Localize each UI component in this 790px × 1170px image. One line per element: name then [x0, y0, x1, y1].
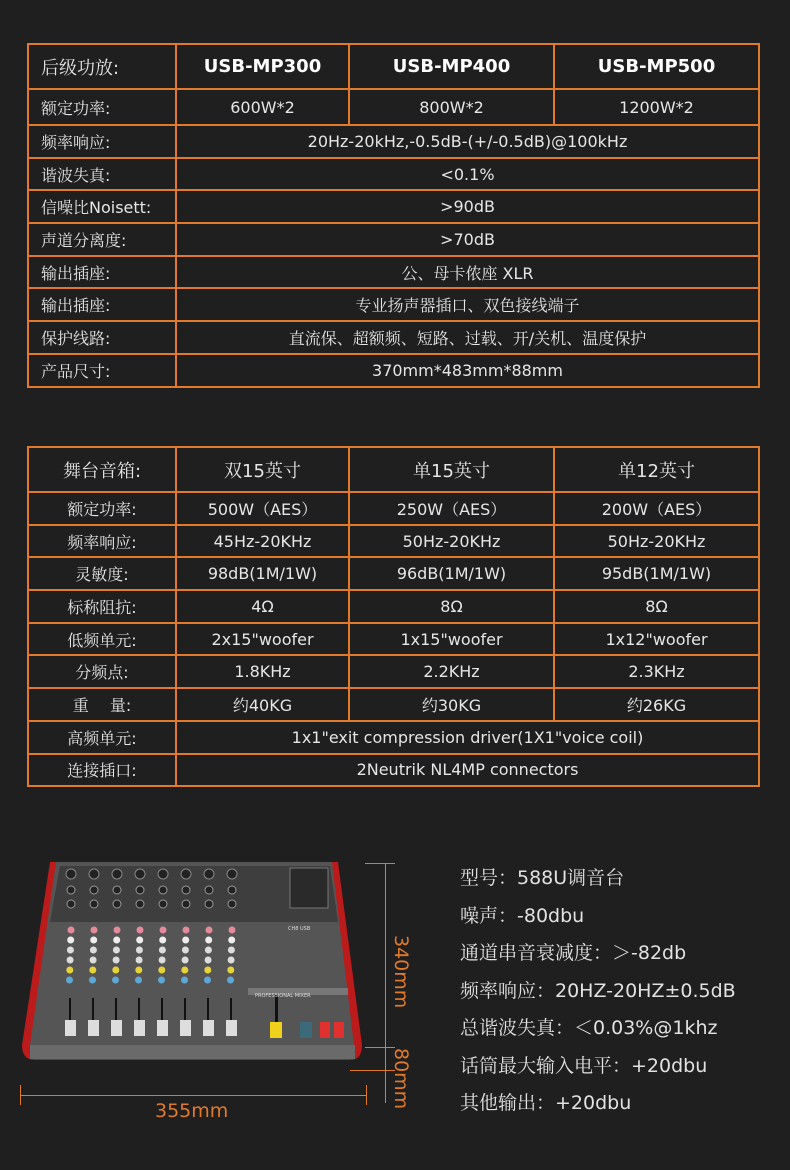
table-header-row: [28, 44, 759, 89]
row-label: 输出插座:: [28, 256, 176, 289]
spec-item: 型号：588U调音台: [460, 867, 625, 889]
width-dimension: 355mm: [155, 1100, 229, 1122]
cell: 2Neutrik NL4MP connectors: [176, 754, 759, 787]
model-header: USB-MP500: [554, 44, 759, 89]
cell: 500W（AES）: [176, 492, 349, 525]
row-label: 保护线路:: [28, 321, 176, 354]
table-row: [28, 190, 759, 223]
table-row: [28, 525, 759, 558]
cell: 600W*2: [176, 89, 349, 125]
cell: 直流保、超额频、短路、过载、开/关机、温度保护: [176, 321, 759, 354]
row-label: 频率响应:: [28, 525, 176, 558]
table-row: [28, 125, 759, 158]
cell: 2x15"woofer: [176, 623, 349, 656]
table-row: [28, 288, 759, 321]
cell: 专业扬声器插口、双色接线端子: [176, 288, 759, 321]
speaker-spec-table: [27, 446, 760, 787]
row-label: 重 量:: [28, 688, 176, 721]
mixer-product-image: [20, 860, 365, 999]
cell: 96dB(1M/1W): [349, 557, 554, 590]
row-label: 谐波失真:: [28, 158, 176, 191]
cell: 250W（AES）: [349, 492, 554, 525]
table-row: [28, 223, 759, 256]
cell: 370mm*483mm*88mm: [176, 354, 759, 387]
mixer-illustration: [20, 860, 365, 1090]
table-row: [28, 158, 759, 191]
cell: 8Ω: [554, 590, 759, 623]
cell: 2.3KHz: [554, 655, 759, 688]
model-header: 双15英寸: [176, 447, 349, 492]
cell: >90dB: [176, 190, 759, 223]
table-row: [28, 256, 759, 289]
mixer-spec-list: [460, 864, 736, 1127]
cell: 1x1"exit compression driver(1X1"voice coil): [176, 721, 759, 754]
table-row: [28, 655, 759, 688]
row-label: 频率响应:: [28, 125, 176, 158]
cell: 50Hz-20KHz: [349, 525, 554, 558]
model-header: USB-MP300: [176, 44, 349, 89]
cell: 8Ω: [349, 590, 554, 623]
model-header: 单12英寸: [554, 447, 759, 492]
table-row: [28, 321, 759, 354]
cell: 95dB(1M/1W): [554, 557, 759, 590]
cell: 约30KG: [349, 688, 554, 721]
row-label: 高频单元:: [28, 721, 176, 754]
header-label: 舞台音箱:: [28, 447, 176, 492]
cell: 1.8KHz: [176, 655, 349, 688]
table-row: [28, 89, 759, 125]
cell: 4Ω: [176, 590, 349, 623]
row-label: 输出插座:: [28, 288, 176, 321]
depth-dimension: 340mm: [390, 935, 412, 1009]
row-label: 连接插口:: [28, 754, 176, 787]
spec-item: 通道串音衰减度：＞-82db: [460, 942, 687, 964]
table-row: [28, 623, 759, 656]
cell: 1x15"woofer: [349, 623, 554, 656]
height-dimension: 80mm: [390, 1048, 412, 1110]
cell: <0.1%: [176, 158, 759, 191]
cell: 98dB(1M/1W): [176, 557, 349, 590]
row-label: 额定功率:: [28, 89, 176, 125]
row-label: 信噪比Noisett:: [28, 190, 176, 223]
amplifier-spec-table: [27, 43, 760, 388]
table-row: [28, 754, 759, 787]
table-row: [28, 590, 759, 623]
cell: 1200W*2: [554, 89, 759, 125]
table-row: [28, 688, 759, 721]
model-header: 单15英寸: [349, 447, 554, 492]
table-header-row: [28, 447, 759, 492]
usb-label: CH8 USB: [288, 926, 311, 932]
table-row: [28, 492, 759, 525]
cell: 50Hz-20KHz: [554, 525, 759, 558]
row-label: 标称阻抗:: [28, 590, 176, 623]
cell: 1x12"woofer: [554, 623, 759, 656]
cell: >70dB: [176, 223, 759, 256]
spec-item: 总谐波失真：＜0.03%@1khz: [460, 1017, 718, 1039]
spec-item: 频率响应：20HZ-20HZ±0.5dB: [460, 979, 736, 1002]
spec-item: 话筒最大输入电平：+20dbu: [460, 1054, 708, 1077]
spec-item: 噪声：-80dbu: [460, 904, 585, 927]
cell: 公、母卡侬座 XLR: [176, 256, 759, 289]
cell: 2.2KHz: [349, 655, 554, 688]
model-header: USB-MP400: [349, 44, 554, 89]
row-label: 灵敏度:: [28, 557, 176, 590]
row-label: 分频点:: [28, 655, 176, 688]
cell: 约26KG: [554, 688, 759, 721]
table-row: [28, 721, 759, 754]
table-row: [28, 354, 759, 387]
row-label: 声道分离度:: [28, 223, 176, 256]
cell: 45Hz-20KHz: [176, 525, 349, 558]
spec-item: 其他输出：+20dbu: [460, 1092, 632, 1114]
cell: 20Hz-20kHz,-0.5dB-(+/-0.5dB)@100kHz: [176, 125, 759, 158]
cell: 200W（AES）: [554, 492, 759, 525]
header-label: 后级功放:: [28, 44, 176, 89]
row-label: 低频单元:: [28, 623, 176, 656]
row-label: 额定功率:: [28, 492, 176, 525]
cell: 约40KG: [176, 688, 349, 721]
row-label: 产品尺寸:: [28, 354, 176, 387]
brand-label: PROFESSIONAL MIXER: [255, 993, 311, 999]
table-row: [28, 557, 759, 590]
cell: 800W*2: [349, 89, 554, 125]
